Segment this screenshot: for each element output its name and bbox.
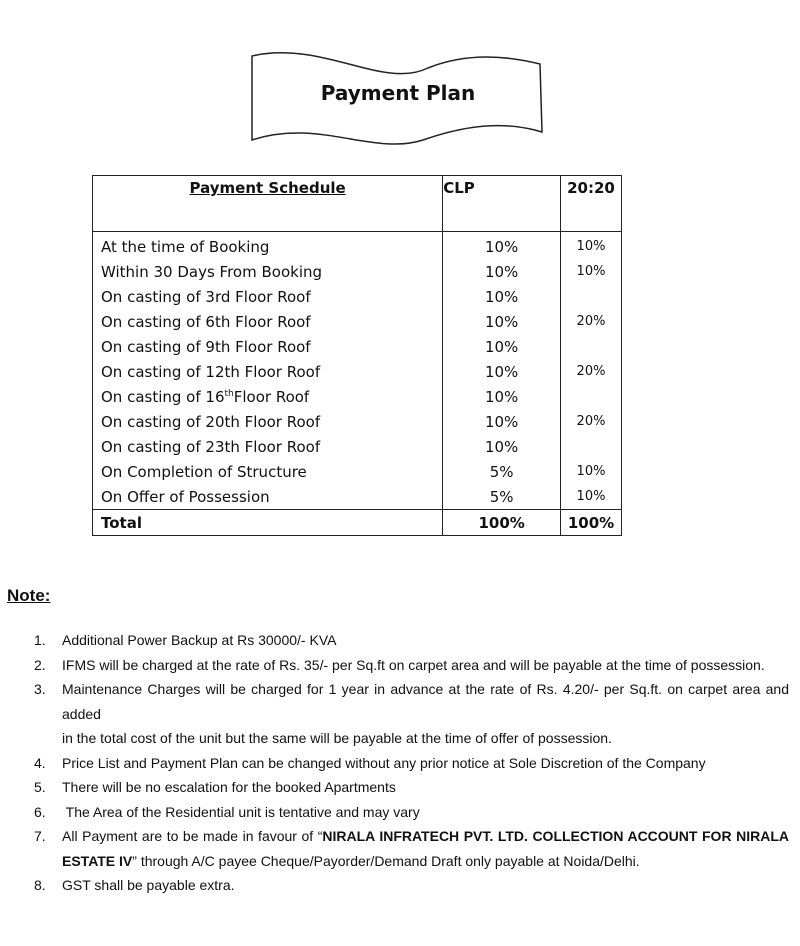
table-row bbox=[93, 484, 622, 510]
total-clp-value: 100% bbox=[443, 510, 561, 536]
note-number: 7. bbox=[34, 828, 46, 844]
header-clp: CLP bbox=[443, 176, 561, 232]
note-text: GST shall be payable extra. bbox=[62, 877, 235, 893]
notes-list bbox=[34, 628, 789, 898]
row-20-20-value: 10% bbox=[561, 259, 622, 284]
table-row bbox=[93, 384, 622, 409]
note-number: 4. bbox=[34, 754, 46, 771]
note-text-end: ” through A/C payee Cheque/Payorder/Demand Draft only payable at Noida/Delhi. bbox=[132, 852, 640, 869]
note-item bbox=[34, 824, 789, 873]
row-20-20-value: 10% bbox=[561, 459, 622, 484]
row-label-text-end: Floor Roof bbox=[233, 387, 310, 406]
note-number: 8. bbox=[34, 877, 46, 893]
note-text: Maintenance Charges will be charged for 1 year in advance at the rate of Rs. 4.20/- per Sq.ft. on carpet area and added bbox=[62, 681, 789, 722]
title-banner bbox=[248, 50, 548, 150]
payment-schedule-table bbox=[92, 175, 622, 536]
row-label: On casting of 23th Floor Roof bbox=[93, 434, 443, 459]
row-clp-value: 10% bbox=[443, 334, 561, 359]
row-clp-value: 10% bbox=[443, 309, 561, 334]
note-text-continued: in the total cost of the unit but the same will be payable at the time of offer of possession. bbox=[62, 730, 612, 746]
row-20-20-value: 10% bbox=[561, 232, 622, 260]
note-number: 5. bbox=[34, 779, 46, 795]
note-text: Price List and Payment Plan can be changed without any prior notice at Sole Discretion of the Company bbox=[62, 754, 706, 771]
row-clp-value: 5% bbox=[443, 484, 561, 510]
row-20-20-value bbox=[561, 334, 622, 359]
row-label: On casting of 12th Floor Roof bbox=[93, 359, 443, 384]
row-clp-value: 10% bbox=[443, 409, 561, 434]
row-label: Within 30 Days From Booking bbox=[93, 259, 443, 284]
row-label: On casting of 20th Floor Roof bbox=[93, 409, 443, 434]
table-row bbox=[93, 284, 622, 309]
note-item bbox=[34, 873, 789, 898]
notes-heading: Note: bbox=[7, 586, 51, 605]
table-row bbox=[93, 232, 622, 260]
row-20-20-value bbox=[561, 384, 622, 409]
row-20-20-value bbox=[561, 284, 622, 309]
header-payment-schedule: Payment Schedule bbox=[93, 176, 443, 232]
row-label: On casting of 6th Floor Roof bbox=[93, 309, 443, 334]
note-item bbox=[34, 775, 789, 800]
table-row bbox=[93, 359, 622, 384]
row-label: On Completion of Structure bbox=[93, 459, 443, 484]
header-20-20: 20:20 bbox=[561, 176, 622, 232]
table-row bbox=[93, 334, 622, 359]
row-clp-value: 5% bbox=[443, 459, 561, 484]
note-item bbox=[34, 800, 789, 825]
row-clp-value: 10% bbox=[443, 384, 561, 409]
note-number: 6. bbox=[34, 803, 46, 820]
total-row bbox=[93, 510, 622, 536]
note-item bbox=[34, 653, 789, 678]
total-label: Total bbox=[93, 510, 443, 536]
row-label-superscript: th bbox=[224, 388, 234, 399]
row-label: On casting of 9th Floor Roof bbox=[93, 334, 443, 359]
row-label: On casting of 3rd Floor Roof bbox=[93, 284, 443, 309]
row-20-20-value: 10% bbox=[561, 484, 622, 510]
row-label: On Offer of Possession bbox=[93, 484, 443, 510]
row-20-20-value: 20% bbox=[561, 359, 622, 384]
table-row bbox=[93, 459, 622, 484]
table-row bbox=[93, 309, 622, 334]
note-number: 3. bbox=[34, 681, 46, 697]
table-row bbox=[93, 409, 622, 434]
note-text: There will be no escalation for the booked Apartments bbox=[62, 779, 396, 795]
row-clp-value: 10% bbox=[443, 434, 561, 459]
note-account-name: NIRALA INFRATECH PVT. LTD. COLLECTION ACCOUNT FOR NIRALA ESTATE IV bbox=[62, 828, 789, 869]
row-clp-value: 10% bbox=[443, 259, 561, 284]
note-item bbox=[34, 677, 789, 751]
row-20-20-value bbox=[561, 434, 622, 459]
table-row bbox=[93, 259, 622, 284]
row-20-20-value: 20% bbox=[561, 409, 622, 434]
row-20-20-value: 20% bbox=[561, 309, 622, 334]
page-title: Payment Plan bbox=[320, 81, 476, 105]
note-text: All Payment are to be made in favour of “ bbox=[62, 828, 323, 844]
table-header-row bbox=[93, 176, 622, 232]
row-label: At the time of Booking bbox=[93, 232, 443, 260]
row-clp-value: 10% bbox=[443, 284, 561, 309]
total-20-20-value: 100% bbox=[561, 510, 622, 536]
row-label bbox=[93, 384, 443, 409]
note-number: 2. bbox=[34, 656, 46, 673]
note-item bbox=[34, 628, 789, 653]
note-text: IFMS will be charged at the rate of Rs. 35/- per Sq.ft on carpet area and will be payable at the time of possession. bbox=[62, 656, 765, 673]
note-number: 1. bbox=[34, 632, 46, 648]
row-clp-value: 10% bbox=[443, 359, 561, 384]
table-row bbox=[93, 434, 622, 459]
note-item bbox=[34, 751, 789, 776]
note-text: Additional Power Backup at Rs 30000/- KVA bbox=[62, 632, 337, 648]
row-clp-value: 10% bbox=[443, 232, 561, 260]
note-text: The Area of the Residential unit is tentative and may vary bbox=[62, 803, 420, 820]
row-label-text: On casting of 16 bbox=[101, 387, 225, 406]
